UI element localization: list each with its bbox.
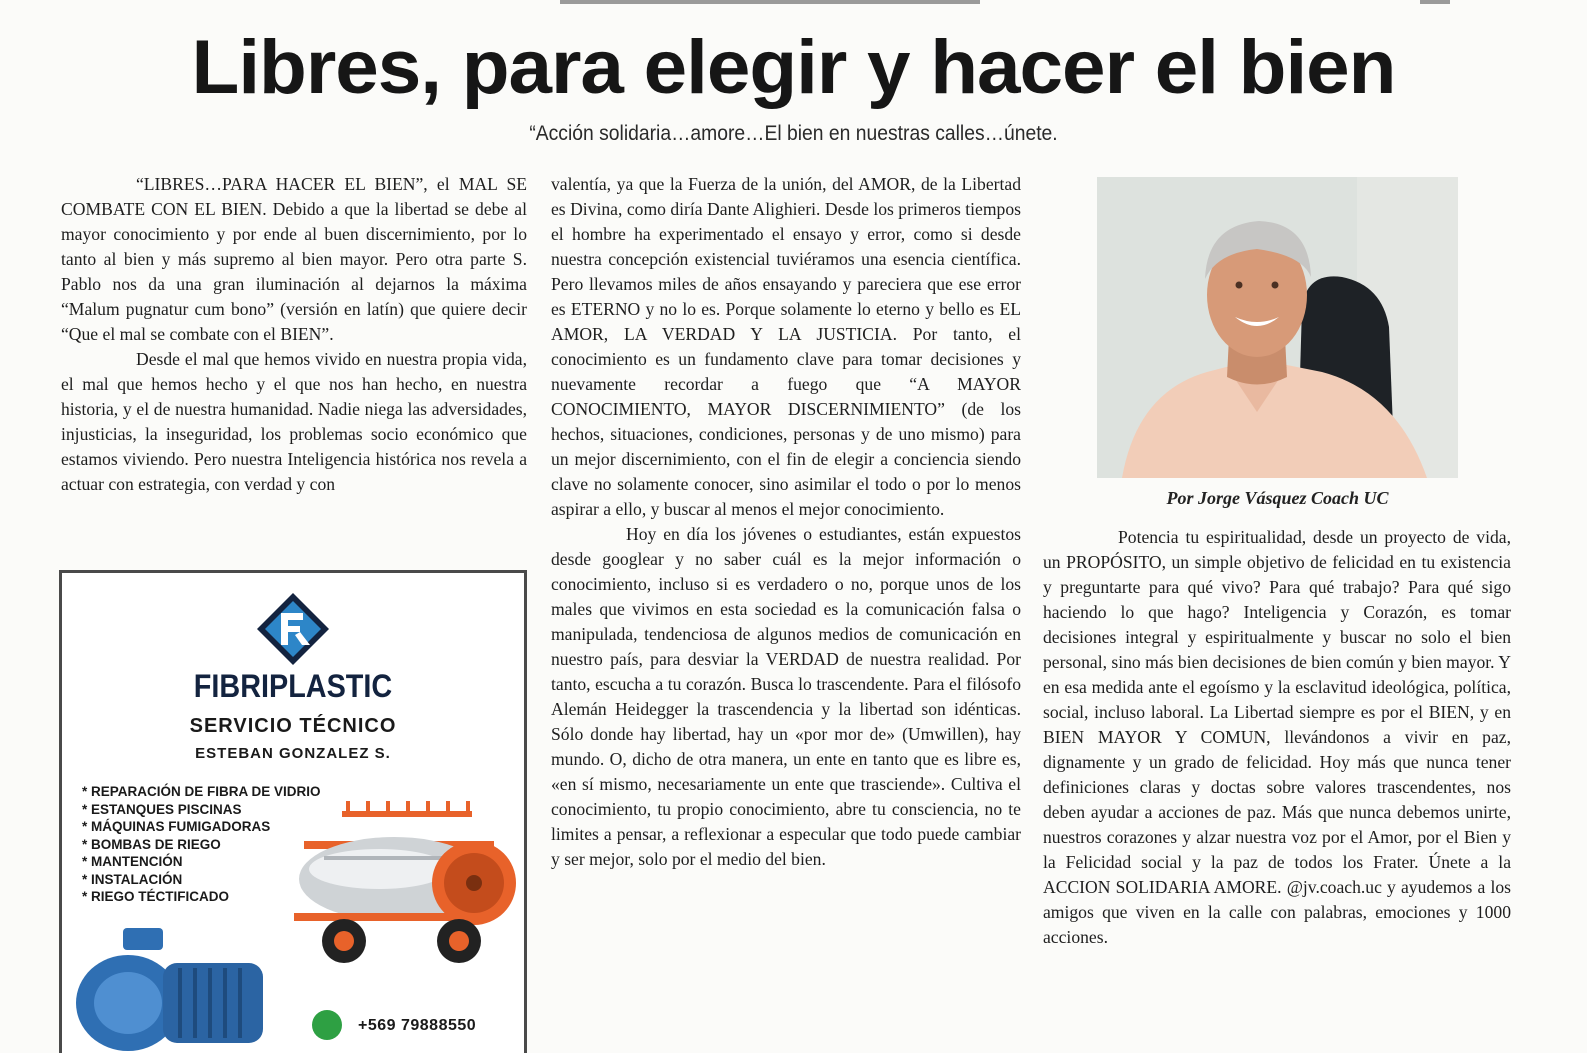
article-column-2 bbox=[551, 172, 1021, 872]
paragraph: valentía, ya que la Fuerza de la unión, del AMOR, de la Libertad es Divina, como diría Dante Alighieri. Desde los primeros tiempos el hombre ha experimentado el ensayo y error, como si desde nuestra concepción existencial tuviéramos una esencia científica. Pero llevamos miles de años ensayando y pareciera que ese error es ETERNO y no lo es. Porque solamente lo eterno y bello es EL AMOR, LA VERDAD Y LA JUSTICIA. Por tanto, el conocimiento es un fundamento clave para tomar decisiones y nuevamente recordar a fuego que “A MAYOR CONOCIMIENTO, MAYOR DISCERNIMIENTO” (de los hechos, situaciones, condiciones, personas y de uno mismo) para un mejor discernimiento, con el fin de elegir a conciencia siendo clave no solamente conocer, sino asimilar el todo o por lo menos aspirar a ello, y buscar al menos el mejor conocimiento. bbox=[551, 174, 1021, 519]
previous-page-edge-right bbox=[1420, 0, 1450, 4]
list-item: * BOMBAS DE RIEGO bbox=[82, 836, 382, 854]
whatsapp-icon bbox=[312, 1010, 342, 1040]
advertisement-fibriplastic bbox=[59, 570, 527, 1053]
list-item: * ESTANQUES PISCINAS bbox=[82, 801, 382, 819]
previous-page-edge bbox=[560, 0, 980, 4]
paragraph: Desde el mal que hemos vivido en nuestra propia vida, el mal que hemos hecho y el que nos han hecho, en nuestra historia, y el de nuestra humanidad. Nadie niega las adversidades, injusticias, la inseguridad, los problemas socio económico que estamos viviendo. Pero nuestra Inteligencia histórica nos revela a actuar con estrategia, con verdad y con bbox=[61, 349, 527, 494]
paragraph: Hoy en día los jóvenes o estudiantes, están expuestos desde googlear y no saber cuál es la mejor información o conocimiento, incluso si es verdadero o no, porque unos de los males que vivimos en esta sociedad es la comunicación falsa o manipulada, tendenciosa de algunos medios de comunicación en nuestro país, para desviar la VERDAD de nuestra realidad. Por tanto, escucha a tu corazón. Busca lo trascendente. Para el filósofo Alemán Heidegger la trascendencia y la libertad son idénticas. Sólo donde hay libertad, hay un «por mor de» (Umwillen), hay mundo. O, dicho de otra manera, un ente en tanto que es libre es, «en sí mismo, necesariamente un ente que trasciende». Cultiva el conocimiento, tu propio conocimiento, abre tu consciencia, no te limites a pensar, a reflexionar a especular que todo puede cambiar y ser mejor, solo por el medio del bien. bbox=[551, 524, 1021, 869]
article-column-1 bbox=[61, 172, 527, 497]
ad-phone-number[interactable]: +569 79888550 bbox=[358, 1017, 477, 1034]
fibriplastic-logo-icon bbox=[255, 591, 331, 667]
article-subheadline: “Acción solidaria…amore…El bien en nuestras calles…únete. bbox=[529, 122, 1058, 145]
author-portrait-icon bbox=[1097, 177, 1458, 478]
list-item: * RIEGO TÉCTIFICADO bbox=[82, 888, 382, 906]
article-headline: Libres, para elegir y hacer el bien bbox=[191, 25, 1396, 110]
author-photo bbox=[1097, 177, 1458, 478]
author-byline: Por Jorge Vásquez Coach UC bbox=[1166, 488, 1389, 508]
list-item: * REPARACIÓN DE FIBRA DE VIDRIO bbox=[82, 783, 382, 801]
ad-service-title: SERVICIO TÉCNICO bbox=[189, 715, 397, 737]
article-column-3 bbox=[1043, 525, 1511, 950]
paragraph: “LIBRES…PARA HACER EL BIEN”, el MAL SE COMBATE CON EL BIEN. Debido a que la libertad se debe al mayor conocimiento y por ende al buen discernimiento, por lo tanto al bien y más supremo al bien mayor. Pero otra parte S. Pablo nos da una gran iluminación al dejarnos la máxima “Malum pugnatur cum bono” (versión en latín) que quiere decir “Que el mal se combate con el BIEN”. bbox=[61, 174, 527, 344]
ad-contact-name: ESTEBAN GONZALEZ S. bbox=[195, 745, 391, 762]
paragraph: Potencia tu espiritualidad, desde un proyecto de vida, un PROPÓSITO, un simple objetivo de felicidad en tu existencia y preguntarte para qué vivo? Para qué trabajo? Para qué sigo haciendo lo que hago? Inteligencia y Corazón, es tomar decisiones integral y espiritualmente y buscar no solo el bien personal, sino más bien decisiones de bien común y bien mayor. Y en esa medida ante el egoísmo y la esclavitud ideológica, política, social, incluso laboral. La Libertad siempre es por el BIEN, y en BIEN MAYOR Y COMUN, llevándonos a vivir en paz, dignamente y un grado de felicidad. Hoy más que nunca tener definiciones claras y doctas sobre valores trascendentes, nos deben ayudar a acciones de paz. Más que nunca debemos unirte, nuestros corazones y alzar nuestra voz por el Amor, por el Bien y la Felicidad social y la paz de todos los Frater. Únete a la ACCION SOLIDARIA AMORE. @jv.coach.uc y ayudemos a los amigos que viven en la calle con palabras, emociones y 1000 acciones. bbox=[1043, 527, 1511, 947]
list-item: * MANTENCIÓN bbox=[82, 853, 382, 871]
list-item: * MÁQUINAS FUMIGADORAS bbox=[82, 818, 382, 836]
ad-brand-name: FIBRIPLASTIC bbox=[193, 668, 393, 704]
list-item: * INSTALACIÓN bbox=[82, 871, 382, 889]
sprayer-machine-icon bbox=[284, 801, 519, 971]
water-pump-icon bbox=[68, 918, 268, 1053]
